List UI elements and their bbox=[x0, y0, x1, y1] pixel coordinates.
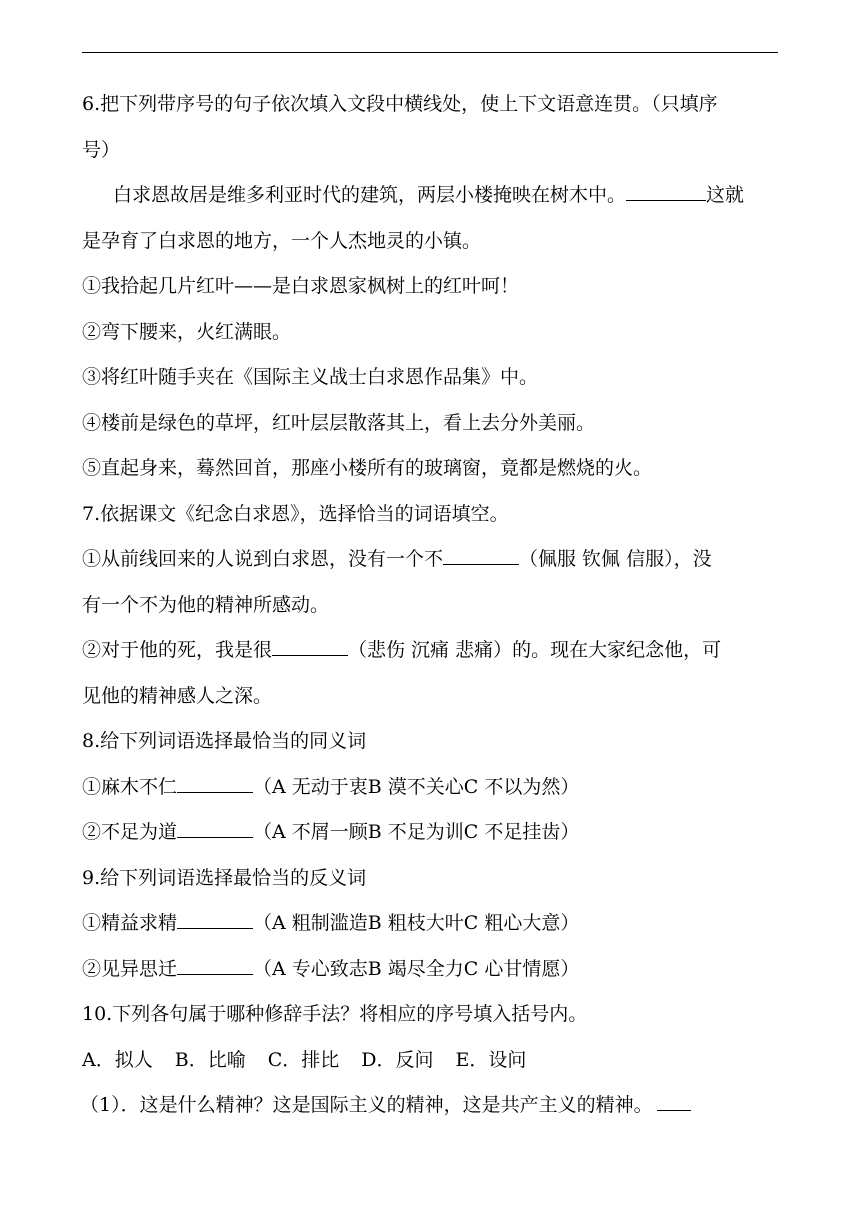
q9-item-2-word: ②见异思迁 bbox=[82, 958, 178, 980]
q10-option-e: E．设问 bbox=[455, 1049, 527, 1071]
q7-item-1-text-a: ①从前线回来的人说到白求恩，没有一个不 bbox=[82, 548, 444, 570]
q10-item-1 bbox=[80, 1093, 780, 1117]
q6-sentence-1: ①我拾起几片红叶——是白求恩家枫树上的红叶呵！ bbox=[82, 275, 520, 297]
q9-title: 9.给下列词语选择最恰当的反义词 bbox=[82, 867, 367, 889]
q7-item-2-line2: 见他的精神感人之深。 bbox=[82, 685, 273, 707]
q6-prompt-line2: 号） bbox=[82, 139, 121, 161]
q7-item-2-text-a: ②对于他的死，我是很 bbox=[82, 639, 273, 661]
q10-option-b: B．比喻 bbox=[174, 1049, 246, 1071]
q7-item-2-text-b: （悲伤 沉痛 悲痛）的。现在大家纪念他，可 bbox=[348, 639, 722, 661]
q7-item-1-line2: 有一个不为他的精神所感动。 bbox=[82, 594, 330, 616]
q7-item-1-blank[interactable] bbox=[443, 563, 519, 565]
q6-sentence-3: ③将红叶随手夹在《国际主义战士白求恩作品集》中。 bbox=[82, 366, 539, 388]
q9-item-1-blank[interactable] bbox=[177, 927, 253, 929]
q10-options bbox=[82, 1048, 782, 1072]
q8-item-2 bbox=[82, 820, 782, 844]
q6-prompt-line1: 6.把下列带序号的句子依次填入文段中横线处，使上下文语意连贯。（只填序 bbox=[82, 93, 718, 115]
q10-option-c: C．排比 bbox=[267, 1049, 340, 1071]
q7-title: 7.依据课文《纪念白求恩》，选择恰当的词语填空。 bbox=[82, 503, 509, 525]
q8-title: 8.给下列词语选择最恰当的同义词 bbox=[82, 730, 367, 752]
q10-item-1-text: （1）．这是什么精神？这是国际主义的精神，这是共产主义的精神。 bbox=[80, 1094, 653, 1116]
q8-item-2-word: ②不足为道 bbox=[82, 821, 178, 843]
q9-item-1 bbox=[82, 911, 782, 935]
q6-passage-text-b: 这就 bbox=[706, 184, 745, 206]
q8-item-1-word: ①麻木不仁 bbox=[82, 776, 178, 798]
q6-answer-blank[interactable] bbox=[626, 199, 706, 201]
q7-item-2-blank[interactable] bbox=[272, 654, 348, 656]
q7-item-1-line1 bbox=[82, 547, 782, 571]
header-rule bbox=[82, 52, 778, 53]
q6-sentence-2: ②弯下腰来，火红满眼。 bbox=[82, 321, 292, 343]
q9-item-1-word: ①精益求精 bbox=[82, 912, 178, 934]
q10-item-1-blank[interactable] bbox=[657, 1109, 691, 1111]
q8-item-1 bbox=[82, 775, 782, 799]
q9-item-2 bbox=[82, 957, 782, 981]
q7-item-2-line1 bbox=[82, 638, 782, 662]
q6-passage-line2: 是孕育了白求恩的地方，一个人杰地灵的小镇。 bbox=[82, 230, 482, 252]
q8-item-2-options: （A 不屑一顾B 不足为训C 不足挂齿） bbox=[253, 821, 580, 843]
q8-item-2-blank[interactable] bbox=[177, 836, 253, 838]
q9-item-1-options: （A 粗制滥造B 粗枝大叶C 粗心大意） bbox=[253, 912, 580, 934]
q8-item-1-blank[interactable] bbox=[177, 791, 253, 793]
q8-item-1-options: （A 无动于衷B 漠不关心C 不以为然） bbox=[253, 776, 580, 798]
q10-option-a: A．拟人 bbox=[82, 1049, 153, 1071]
q7-item-1-text-b: （佩服 钦佩 信服），没 bbox=[519, 548, 712, 570]
q6-passage-text-a: 白求恩故居是维多利亚时代的建筑，两层小楼掩映在树木中。 bbox=[113, 184, 627, 206]
q10-title: 10.下列各句属于哪种修辞手法？将相应的序号填入括号内。 bbox=[82, 1003, 588, 1025]
q6-sentence-4: ④楼前是绿色的草坪，红叶层层散落其上，看上去分外美丽。 bbox=[82, 412, 596, 434]
q6-sentence-5: ⑤直起身来，蓦然回首，那座小楼所有的玻璃窗，竟都是燃烧的火。 bbox=[82, 457, 653, 479]
q9-item-2-blank[interactable] bbox=[177, 973, 253, 975]
q6-passage-line1 bbox=[113, 183, 813, 207]
q9-item-2-options: （A 专心致志B 竭尽全力C 心甘情愿） bbox=[253, 958, 580, 980]
q10-option-d: D．反问 bbox=[361, 1049, 434, 1071]
